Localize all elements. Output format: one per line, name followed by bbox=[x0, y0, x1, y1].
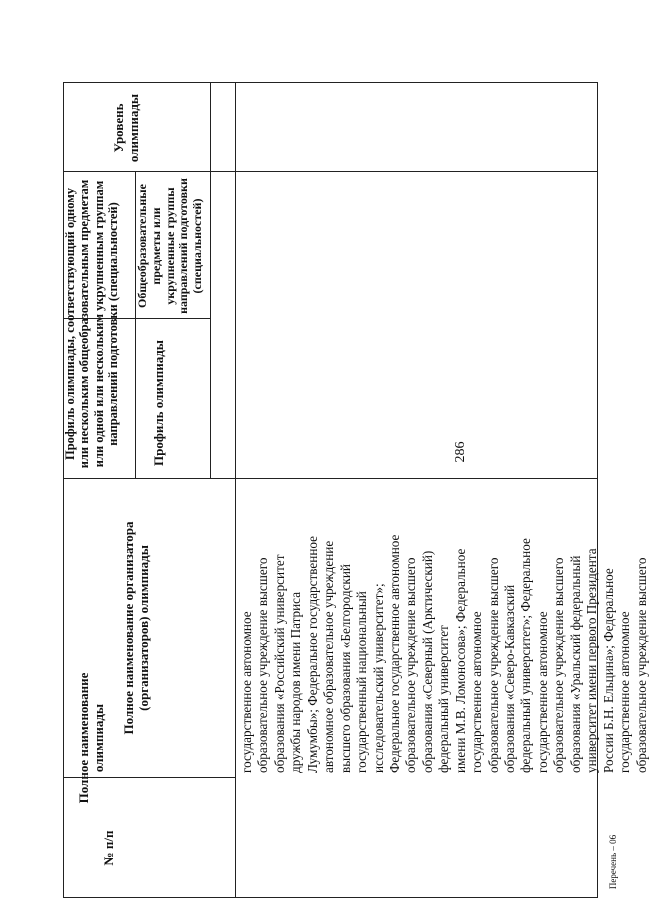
footer-note: Перечень – 06 bbox=[608, 834, 618, 890]
organizer-line: образования «Уральский федеральный bbox=[567, 555, 583, 773]
header-profile bbox=[152, 333, 192, 473]
header-num bbox=[102, 798, 142, 898]
header-subjects-text: Общеобразовательные предметы или укрупненные группы направлений подготовки (специальностей) bbox=[135, 178, 205, 314]
organizer-line: высшего образования «Белгородский bbox=[337, 564, 353, 773]
header-level-text: Уровень олимпиады bbox=[111, 93, 141, 163]
organizer-line: федеральный университет»; Федеральное bbox=[518, 538, 534, 773]
organizer-line: образовательное учреждение высшего bbox=[551, 557, 567, 773]
organizer-line: образовательное учреждение высшего bbox=[485, 557, 501, 773]
organizer-line: государственное автономное bbox=[239, 611, 254, 773]
organizer-line: дружбы народов имени Патриса bbox=[288, 591, 304, 773]
organizer-cell bbox=[239, 483, 649, 773]
header-profile-group-text: Профиль олимпиады, соответствующий одному или нескольким общеобразовательным предметам или одной или нескольким укрупненным группам направлений подготовки (специальностей) bbox=[63, 179, 121, 469]
col-line-3 bbox=[210, 83, 211, 478]
organizer-line: образования «Северо-Кавказский bbox=[502, 584, 517, 773]
organizer-line: образования «Северный (Арктический) bbox=[419, 550, 435, 773]
organizer-line: Федеральное государственное автономное bbox=[386, 534, 402, 773]
organizer-line: государственное автономное bbox=[617, 611, 633, 773]
organizer-line: имени М.В. Ломоносова»; Федеральное bbox=[452, 548, 468, 773]
organizer-line: Лумумбы»; Федеральное государственное bbox=[304, 536, 320, 773]
organizer-line: университет имени первого Президента bbox=[584, 548, 600, 773]
organizer-line: государственный национальный bbox=[354, 591, 370, 773]
header-level bbox=[112, 87, 162, 169]
row-line-3 bbox=[64, 171, 597, 172]
organizer-line: России Б.Н. Ельцина»; Федеральное bbox=[600, 568, 616, 773]
col-line-1 bbox=[235, 83, 236, 897]
organizer-line: исследовательский университет»; bbox=[370, 583, 386, 773]
header-profile-group bbox=[63, 177, 135, 472]
header-subjects bbox=[136, 174, 208, 319]
header-organizer-text: Полное наименование организатора (организаторов) олимпиады bbox=[121, 521, 151, 735]
organizer-line: образовательное учреждение высшего bbox=[255, 557, 271, 773]
organizer-line: образования «Российский университет bbox=[271, 554, 287, 773]
header-full-name-text: Полное наименование олимпиады bbox=[76, 672, 106, 804]
header-num-text: № п/п bbox=[101, 830, 116, 866]
organizer-line: государственное автономное bbox=[534, 611, 550, 773]
organizer-line: образовательное учреждение высшего bbox=[403, 557, 419, 773]
organizer-line: образовательное учреждение высшего bbox=[633, 557, 649, 773]
row-line-2 bbox=[64, 478, 597, 479]
header-profile-text: Профиль олимпиады bbox=[151, 340, 166, 466]
organizer-line: автономное образовательное учреждение bbox=[321, 540, 337, 773]
organizer-line: государственное автономное bbox=[469, 611, 485, 773]
header-organizer bbox=[122, 483, 182, 773]
page-number: 286 bbox=[453, 441, 468, 463]
organizer-line: федеральный университет bbox=[436, 625, 452, 773]
